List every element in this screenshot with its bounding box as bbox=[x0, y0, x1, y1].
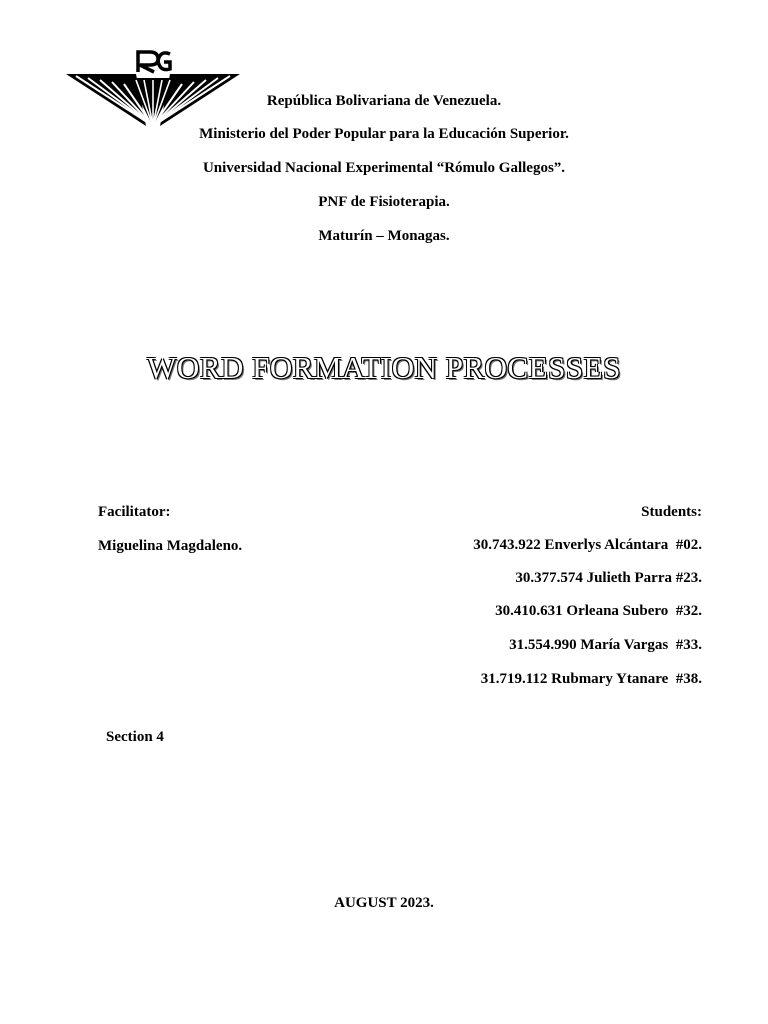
students-label: Students: bbox=[641, 504, 702, 520]
header-country: República Bolivariana de Venezuela. bbox=[266, 93, 502, 109]
facilitator-name: Miguelina Magdaleno. bbox=[98, 538, 243, 554]
university-emblem-icon bbox=[66, 48, 240, 128]
section-label: Section 4 bbox=[106, 729, 164, 745]
student-entry: 31.719.112 Rubmary Ytanare #38. bbox=[480, 671, 702, 687]
header-university: Universidad Nacional Experimental “Rómulo Gallegos”. bbox=[202, 160, 566, 176]
student-entry: 30.410.631 Orleana Subero #32. bbox=[495, 603, 702, 619]
document-date: AUGUST 2023. bbox=[334, 895, 434, 911]
header-location: Maturín – Monagas. bbox=[318, 228, 450, 244]
student-entry: 31.554.990 María Vargas #33. bbox=[509, 637, 702, 653]
student-entry: 30.377.574 Julieth Parra #23. bbox=[515, 570, 702, 586]
facilitator-label: Facilitator: bbox=[98, 504, 171, 520]
header-ministry: Ministerio del Poder Popular para la Educación Superior. bbox=[199, 126, 569, 142]
student-entry: 30.743.922 Enverlys Alcántara #02. bbox=[473, 537, 702, 553]
header-program: PNF de Fisioterapia. bbox=[318, 194, 450, 210]
document-title: WORD FORMATION PROCESSES bbox=[147, 350, 621, 385]
